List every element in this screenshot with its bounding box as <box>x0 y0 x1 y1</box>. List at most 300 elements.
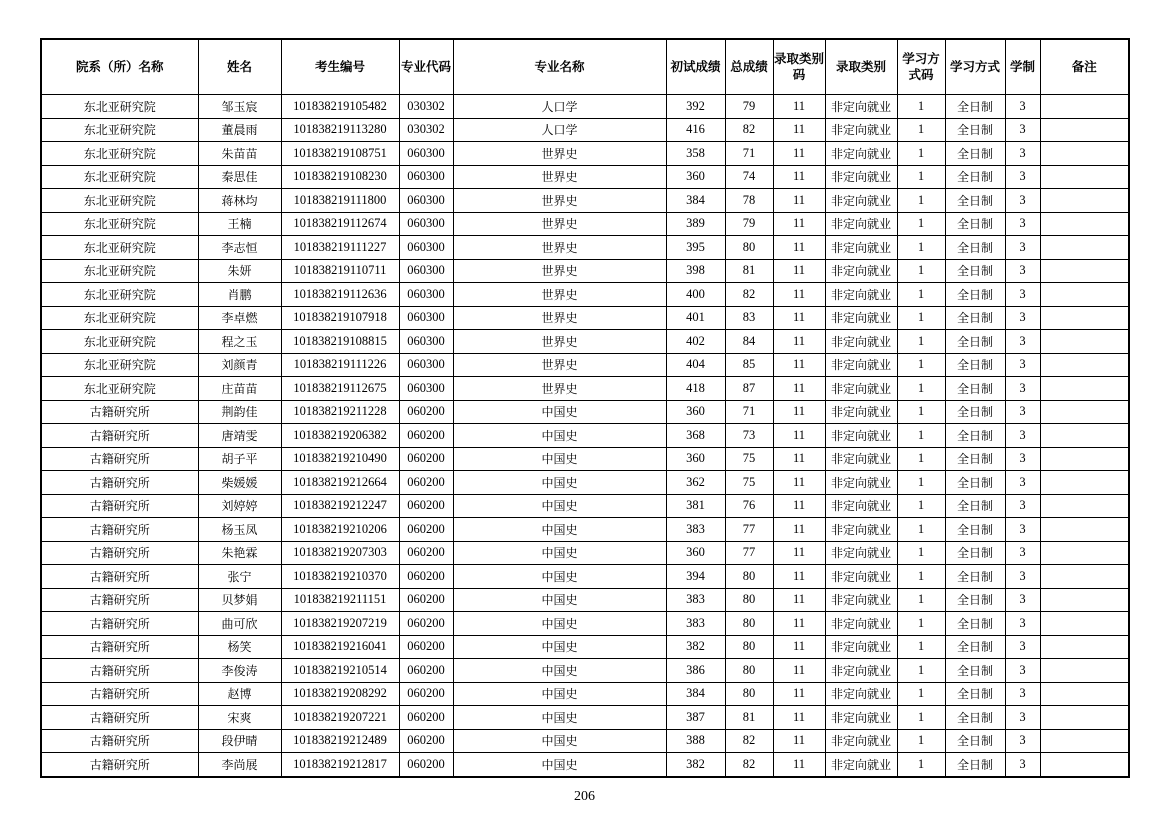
remarks-cell <box>1040 400 1129 424</box>
candidate-number-cell: 101838219211228 <box>281 400 399 424</box>
major-code-cell: 060200 <box>399 400 453 424</box>
name-cell: 李俊涛 <box>198 659 281 683</box>
admission-category-cell: 非定向就业 <box>825 259 897 283</box>
study-mode-cell: 全日制 <box>945 682 1005 706</box>
header-initial-score: 初试成绩 <box>666 39 725 95</box>
name-cell: 曲可欣 <box>198 612 281 636</box>
name-cell: 邹玉宸 <box>198 95 281 119</box>
major-code-cell: 060200 <box>399 565 453 589</box>
study-mode-cell: 全日制 <box>945 259 1005 283</box>
name-cell: 董晨雨 <box>198 118 281 142</box>
admission-category-cell: 非定向就业 <box>825 424 897 448</box>
study-mode-cell: 全日制 <box>945 95 1005 119</box>
candidate-number-cell: 101838219113280 <box>281 118 399 142</box>
name-cell: 赵博 <box>198 682 281 706</box>
name-cell: 李卓燃 <box>198 306 281 330</box>
candidate-number-cell: 101838219105482 <box>281 95 399 119</box>
admission-category-cell: 非定向就业 <box>825 283 897 307</box>
admission-category-code-cell: 11 <box>773 283 825 307</box>
remarks-cell <box>1040 471 1129 495</box>
table-row <box>41 518 1129 542</box>
total-score-cell: 82 <box>725 729 773 753</box>
initial-score-cell: 388 <box>666 729 725 753</box>
candidate-number-cell: 101838219112674 <box>281 212 399 236</box>
major-code-cell: 060200 <box>399 659 453 683</box>
initial-score-cell: 387 <box>666 706 725 730</box>
major-name-cell: 世界史 <box>453 330 666 354</box>
name-cell: 段伊晴 <box>198 729 281 753</box>
table-row <box>41 306 1129 330</box>
department-cell: 东北亚研究院 <box>41 142 198 166</box>
admission-category-cell: 非定向就业 <box>825 706 897 730</box>
major-name-cell: 中国史 <box>453 471 666 495</box>
study-mode-cell: 全日制 <box>945 118 1005 142</box>
name-cell: 蒋林均 <box>198 189 281 213</box>
major-name-cell: 中国史 <box>453 518 666 542</box>
department-cell: 古籍研究所 <box>41 612 198 636</box>
study-mode-code-cell: 1 <box>897 95 945 119</box>
duration-cell: 3 <box>1005 165 1040 189</box>
initial-score-cell: 394 <box>666 565 725 589</box>
total-score-cell: 82 <box>725 753 773 777</box>
total-score-cell: 71 <box>725 400 773 424</box>
admission-category-cell: 非定向就业 <box>825 306 897 330</box>
admission-category-code-cell: 11 <box>773 142 825 166</box>
major-name-cell: 中国史 <box>453 682 666 706</box>
admission-category-cell: 非定向就业 <box>825 236 897 260</box>
name-cell: 张宁 <box>198 565 281 589</box>
candidate-number-cell: 101838219111800 <box>281 189 399 213</box>
department-cell: 古籍研究所 <box>41 753 198 777</box>
remarks-cell <box>1040 612 1129 636</box>
admission-category-cell: 非定向就业 <box>825 729 897 753</box>
initial-score-cell: 382 <box>666 635 725 659</box>
candidate-number-cell: 101838219111226 <box>281 353 399 377</box>
admission-category-cell: 非定向就业 <box>825 142 897 166</box>
study-mode-cell: 全日制 <box>945 659 1005 683</box>
table-row <box>41 142 1129 166</box>
study-mode-cell: 全日制 <box>945 729 1005 753</box>
department-cell: 古籍研究所 <box>41 494 198 518</box>
admission-category-code-cell: 11 <box>773 189 825 213</box>
header-name: 姓名 <box>198 39 281 95</box>
department-cell: 东北亚研究院 <box>41 259 198 283</box>
remarks-cell <box>1040 283 1129 307</box>
name-cell: 杨笑 <box>198 635 281 659</box>
total-score-cell: 78 <box>725 189 773 213</box>
header-department: 院系（所）名称 <box>41 39 198 95</box>
major-name-cell: 世界史 <box>453 236 666 260</box>
initial-score-cell: 360 <box>666 447 725 471</box>
admission-category-cell: 非定向就业 <box>825 682 897 706</box>
remarks-cell <box>1040 682 1129 706</box>
major-name-cell: 世界史 <box>453 353 666 377</box>
admission-category-cell: 非定向就业 <box>825 95 897 119</box>
study-mode-code-cell: 1 <box>897 142 945 166</box>
remarks-cell <box>1040 541 1129 565</box>
admission-category-code-cell: 11 <box>773 659 825 683</box>
major-name-cell: 中国史 <box>453 494 666 518</box>
table-row <box>41 377 1129 401</box>
study-mode-cell: 全日制 <box>945 330 1005 354</box>
major-code-cell: 060300 <box>399 189 453 213</box>
duration-cell: 3 <box>1005 142 1040 166</box>
major-code-cell: 060200 <box>399 424 453 448</box>
name-cell: 程之玉 <box>198 330 281 354</box>
name-cell: 朱艳霖 <box>198 541 281 565</box>
table-row <box>41 236 1129 260</box>
department-cell: 东北亚研究院 <box>41 353 198 377</box>
study-mode-code-cell: 1 <box>897 729 945 753</box>
study-mode-code-cell: 1 <box>897 518 945 542</box>
name-cell: 王楠 <box>198 212 281 236</box>
study-mode-code-cell: 1 <box>897 283 945 307</box>
major-code-cell: 060200 <box>399 588 453 612</box>
admission-category-cell: 非定向就业 <box>825 165 897 189</box>
name-cell: 杨玉凤 <box>198 518 281 542</box>
major-code-cell: 060300 <box>399 283 453 307</box>
header-candidate-number: 考生编号 <box>281 39 399 95</box>
table-row <box>41 212 1129 236</box>
name-cell: 朱妍 <box>198 259 281 283</box>
table-row <box>41 400 1129 424</box>
major-code-cell: 060300 <box>399 259 453 283</box>
admission-category-code-cell: 11 <box>773 541 825 565</box>
department-cell: 古籍研究所 <box>41 635 198 659</box>
admission-category-code-cell: 11 <box>773 588 825 612</box>
study-mode-cell: 全日制 <box>945 283 1005 307</box>
duration-cell: 3 <box>1005 447 1040 471</box>
page-number: 206 <box>574 789 595 804</box>
major-code-cell: 060300 <box>399 165 453 189</box>
admission-category-code-cell: 11 <box>773 706 825 730</box>
initial-score-cell: 383 <box>666 518 725 542</box>
study-mode-cell: 全日制 <box>945 424 1005 448</box>
header-major-code: 专业代码 <box>399 39 453 95</box>
total-score-cell: 79 <box>725 212 773 236</box>
remarks-cell <box>1040 753 1129 777</box>
candidate-number-cell: 101838219212664 <box>281 471 399 495</box>
study-mode-code-cell: 1 <box>897 306 945 330</box>
candidate-number-cell: 101838219212817 <box>281 753 399 777</box>
duration-cell: 3 <box>1005 494 1040 518</box>
name-cell: 李志恒 <box>198 236 281 260</box>
total-score-cell: 75 <box>725 447 773 471</box>
table-row <box>41 565 1129 589</box>
admission-category-code-cell: 11 <box>773 612 825 636</box>
department-cell: 东北亚研究院 <box>41 330 198 354</box>
major-name-cell: 中国史 <box>453 588 666 612</box>
name-cell: 宋爽 <box>198 706 281 730</box>
department-cell: 东北亚研究院 <box>41 236 198 260</box>
study-mode-cell: 全日制 <box>945 377 1005 401</box>
duration-cell: 3 <box>1005 95 1040 119</box>
study-mode-code-cell: 1 <box>897 165 945 189</box>
admission-category-cell: 非定向就业 <box>825 118 897 142</box>
candidate-number-cell: 101838219211151 <box>281 588 399 612</box>
initial-score-cell: 384 <box>666 189 725 213</box>
study-mode-code-cell: 1 <box>897 706 945 730</box>
study-mode-code-cell: 1 <box>897 259 945 283</box>
admission-category-cell: 非定向就业 <box>825 588 897 612</box>
admission-category-cell: 非定向就业 <box>825 377 897 401</box>
department-cell: 东北亚研究院 <box>41 306 198 330</box>
candidate-number-cell: 101838219108230 <box>281 165 399 189</box>
major-code-cell: 030302 <box>399 118 453 142</box>
department-cell: 东北亚研究院 <box>41 283 198 307</box>
admission-table <box>40 38 1130 778</box>
candidate-number-cell: 101838219112675 <box>281 377 399 401</box>
initial-score-cell: 389 <box>666 212 725 236</box>
department-cell: 古籍研究所 <box>41 682 198 706</box>
study-mode-cell: 全日制 <box>945 236 1005 260</box>
major-code-cell: 060200 <box>399 518 453 542</box>
major-name-cell: 世界史 <box>453 142 666 166</box>
major-code-cell: 060300 <box>399 330 453 354</box>
study-mode-cell: 全日制 <box>945 212 1005 236</box>
duration-cell: 3 <box>1005 353 1040 377</box>
total-score-cell: 80 <box>725 612 773 636</box>
total-score-cell: 80 <box>725 588 773 612</box>
major-name-cell: 中国史 <box>453 729 666 753</box>
total-score-cell: 77 <box>725 518 773 542</box>
remarks-cell <box>1040 447 1129 471</box>
major-name-cell: 中国史 <box>453 424 666 448</box>
total-score-cell: 87 <box>725 377 773 401</box>
remarks-cell <box>1040 659 1129 683</box>
duration-cell: 3 <box>1005 588 1040 612</box>
study-mode-code-cell: 1 <box>897 212 945 236</box>
initial-score-cell: 384 <box>666 682 725 706</box>
department-cell: 古籍研究所 <box>41 565 198 589</box>
department-cell: 古籍研究所 <box>41 424 198 448</box>
major-code-cell: 060200 <box>399 706 453 730</box>
study-mode-code-cell: 1 <box>897 400 945 424</box>
table-row <box>41 541 1129 565</box>
admission-category-code-cell: 11 <box>773 729 825 753</box>
major-name-cell: 世界史 <box>453 259 666 283</box>
table-row <box>41 706 1129 730</box>
table-row <box>41 729 1129 753</box>
admission-category-code-cell: 11 <box>773 518 825 542</box>
initial-score-cell: 368 <box>666 424 725 448</box>
study-mode-code-cell: 1 <box>897 541 945 565</box>
admission-category-cell: 非定向就业 <box>825 494 897 518</box>
study-mode-code-cell: 1 <box>897 447 945 471</box>
initial-score-cell: 360 <box>666 400 725 424</box>
candidate-number-cell: 101838219110711 <box>281 259 399 283</box>
initial-score-cell: 383 <box>666 612 725 636</box>
major-name-cell: 世界史 <box>453 283 666 307</box>
table-row <box>41 612 1129 636</box>
table-row <box>41 165 1129 189</box>
study-mode-cell: 全日制 <box>945 494 1005 518</box>
remarks-cell <box>1040 565 1129 589</box>
remarks-cell <box>1040 189 1129 213</box>
major-code-cell: 060200 <box>399 447 453 471</box>
admission-category-cell: 非定向就业 <box>825 612 897 636</box>
name-cell: 庄苗苗 <box>198 377 281 401</box>
remarks-cell <box>1040 518 1129 542</box>
admission-category-code-cell: 11 <box>773 330 825 354</box>
study-mode-code-cell: 1 <box>897 588 945 612</box>
admission-category-code-cell: 11 <box>773 400 825 424</box>
header-admission-category-code: 录取类别码 <box>773 39 825 95</box>
study-mode-cell: 全日制 <box>945 471 1005 495</box>
remarks-cell <box>1040 142 1129 166</box>
total-score-cell: 73 <box>725 424 773 448</box>
remarks-cell <box>1040 236 1129 260</box>
admission-category-code-cell: 11 <box>773 635 825 659</box>
total-score-cell: 85 <box>725 353 773 377</box>
duration-cell: 3 <box>1005 283 1040 307</box>
initial-score-cell: 398 <box>666 259 725 283</box>
admission-category-code-cell: 11 <box>773 306 825 330</box>
candidate-number-cell: 101838219216041 <box>281 635 399 659</box>
admission-category-cell: 非定向就业 <box>825 565 897 589</box>
table-row <box>41 95 1129 119</box>
duration-cell: 3 <box>1005 612 1040 636</box>
major-name-cell: 人口学 <box>453 95 666 119</box>
study-mode-cell: 全日制 <box>945 400 1005 424</box>
duration-cell: 3 <box>1005 471 1040 495</box>
admission-category-code-cell: 11 <box>773 471 825 495</box>
candidate-number-cell: 101838219207219 <box>281 612 399 636</box>
admission-category-code-cell: 11 <box>773 377 825 401</box>
major-code-cell: 060200 <box>399 541 453 565</box>
name-cell: 唐靖雯 <box>198 424 281 448</box>
initial-score-cell: 382 <box>666 753 725 777</box>
major-name-cell: 世界史 <box>453 306 666 330</box>
duration-cell: 3 <box>1005 753 1040 777</box>
study-mode-cell: 全日制 <box>945 588 1005 612</box>
duration-cell: 3 <box>1005 518 1040 542</box>
major-name-cell: 中国史 <box>453 753 666 777</box>
department-cell: 古籍研究所 <box>41 447 198 471</box>
admission-category-cell: 非定向就业 <box>825 518 897 542</box>
study-mode-code-cell: 1 <box>897 189 945 213</box>
major-code-cell: 060300 <box>399 353 453 377</box>
admission-table-sheet <box>40 38 1128 778</box>
department-cell: 古籍研究所 <box>41 400 198 424</box>
major-name-cell: 中国史 <box>453 706 666 730</box>
remarks-cell <box>1040 306 1129 330</box>
department-cell: 古籍研究所 <box>41 729 198 753</box>
candidate-number-cell: 101838219210490 <box>281 447 399 471</box>
major-code-cell: 060300 <box>399 142 453 166</box>
total-score-cell: 80 <box>725 635 773 659</box>
initial-score-cell: 360 <box>666 165 725 189</box>
initial-score-cell: 360 <box>666 541 725 565</box>
duration-cell: 3 <box>1005 729 1040 753</box>
initial-score-cell: 383 <box>666 588 725 612</box>
initial-score-cell: 418 <box>666 377 725 401</box>
admission-category-code-cell: 11 <box>773 236 825 260</box>
department-cell: 古籍研究所 <box>41 706 198 730</box>
study-mode-cell: 全日制 <box>945 306 1005 330</box>
total-score-cell: 80 <box>725 682 773 706</box>
header-total-score: 总成绩 <box>725 39 773 95</box>
remarks-cell <box>1040 165 1129 189</box>
table-row <box>41 259 1129 283</box>
table-row <box>41 353 1129 377</box>
candidate-number-cell: 101838219210514 <box>281 659 399 683</box>
major-code-cell: 060200 <box>399 494 453 518</box>
remarks-cell <box>1040 330 1129 354</box>
candidate-number-cell: 101838219212489 <box>281 729 399 753</box>
study-mode-cell: 全日制 <box>945 165 1005 189</box>
major-name-cell: 中国史 <box>453 612 666 636</box>
remarks-cell <box>1040 377 1129 401</box>
major-code-cell: 060300 <box>399 306 453 330</box>
department-cell: 古籍研究所 <box>41 518 198 542</box>
duration-cell: 3 <box>1005 189 1040 213</box>
department-cell: 东北亚研究院 <box>41 95 198 119</box>
study-mode-code-cell: 1 <box>897 612 945 636</box>
total-score-cell: 80 <box>725 565 773 589</box>
table-row <box>41 424 1129 448</box>
candidate-number-cell: 101838219210206 <box>281 518 399 542</box>
admission-category-cell: 非定向就业 <box>825 189 897 213</box>
admission-category-code-cell: 11 <box>773 353 825 377</box>
header-study-mode: 学习方式 <box>945 39 1005 95</box>
study-mode-code-cell: 1 <box>897 377 945 401</box>
duration-cell: 3 <box>1005 400 1040 424</box>
study-mode-cell: 全日制 <box>945 541 1005 565</box>
admission-category-code-cell: 11 <box>773 212 825 236</box>
remarks-cell <box>1040 424 1129 448</box>
study-mode-cell: 全日制 <box>945 447 1005 471</box>
candidate-number-cell: 101838219207221 <box>281 706 399 730</box>
header-major-name: 专业名称 <box>453 39 666 95</box>
admission-category-code-cell: 11 <box>773 447 825 471</box>
header-row <box>41 39 1129 95</box>
total-score-cell: 79 <box>725 95 773 119</box>
duration-cell: 3 <box>1005 659 1040 683</box>
study-mode-code-cell: 1 <box>897 353 945 377</box>
total-score-cell: 76 <box>725 494 773 518</box>
table-row <box>41 635 1129 659</box>
study-mode-cell: 全日制 <box>945 565 1005 589</box>
name-cell: 刘颜青 <box>198 353 281 377</box>
study-mode-cell: 全日制 <box>945 518 1005 542</box>
remarks-cell <box>1040 118 1129 142</box>
study-mode-code-cell: 1 <box>897 118 945 142</box>
study-mode-code-cell: 1 <box>897 659 945 683</box>
admission-category-code-cell: 11 <box>773 682 825 706</box>
table-header <box>41 39 1129 95</box>
initial-score-cell: 381 <box>666 494 725 518</box>
study-mode-code-cell: 1 <box>897 424 945 448</box>
candidate-number-cell: 101838219108815 <box>281 330 399 354</box>
admission-category-code-cell: 11 <box>773 165 825 189</box>
total-score-cell: 80 <box>725 659 773 683</box>
major-code-cell: 060200 <box>399 471 453 495</box>
initial-score-cell: 362 <box>666 471 725 495</box>
duration-cell: 3 <box>1005 541 1040 565</box>
study-mode-code-cell: 1 <box>897 565 945 589</box>
candidate-number-cell: 101838219108751 <box>281 142 399 166</box>
remarks-cell <box>1040 494 1129 518</box>
header-admission-category: 录取类别 <box>825 39 897 95</box>
study-mode-code-cell: 1 <box>897 682 945 706</box>
total-score-cell: 84 <box>725 330 773 354</box>
initial-score-cell: 401 <box>666 306 725 330</box>
name-cell: 朱苗苗 <box>198 142 281 166</box>
duration-cell: 3 <box>1005 706 1040 730</box>
remarks-cell <box>1040 588 1129 612</box>
major-code-cell: 030302 <box>399 95 453 119</box>
